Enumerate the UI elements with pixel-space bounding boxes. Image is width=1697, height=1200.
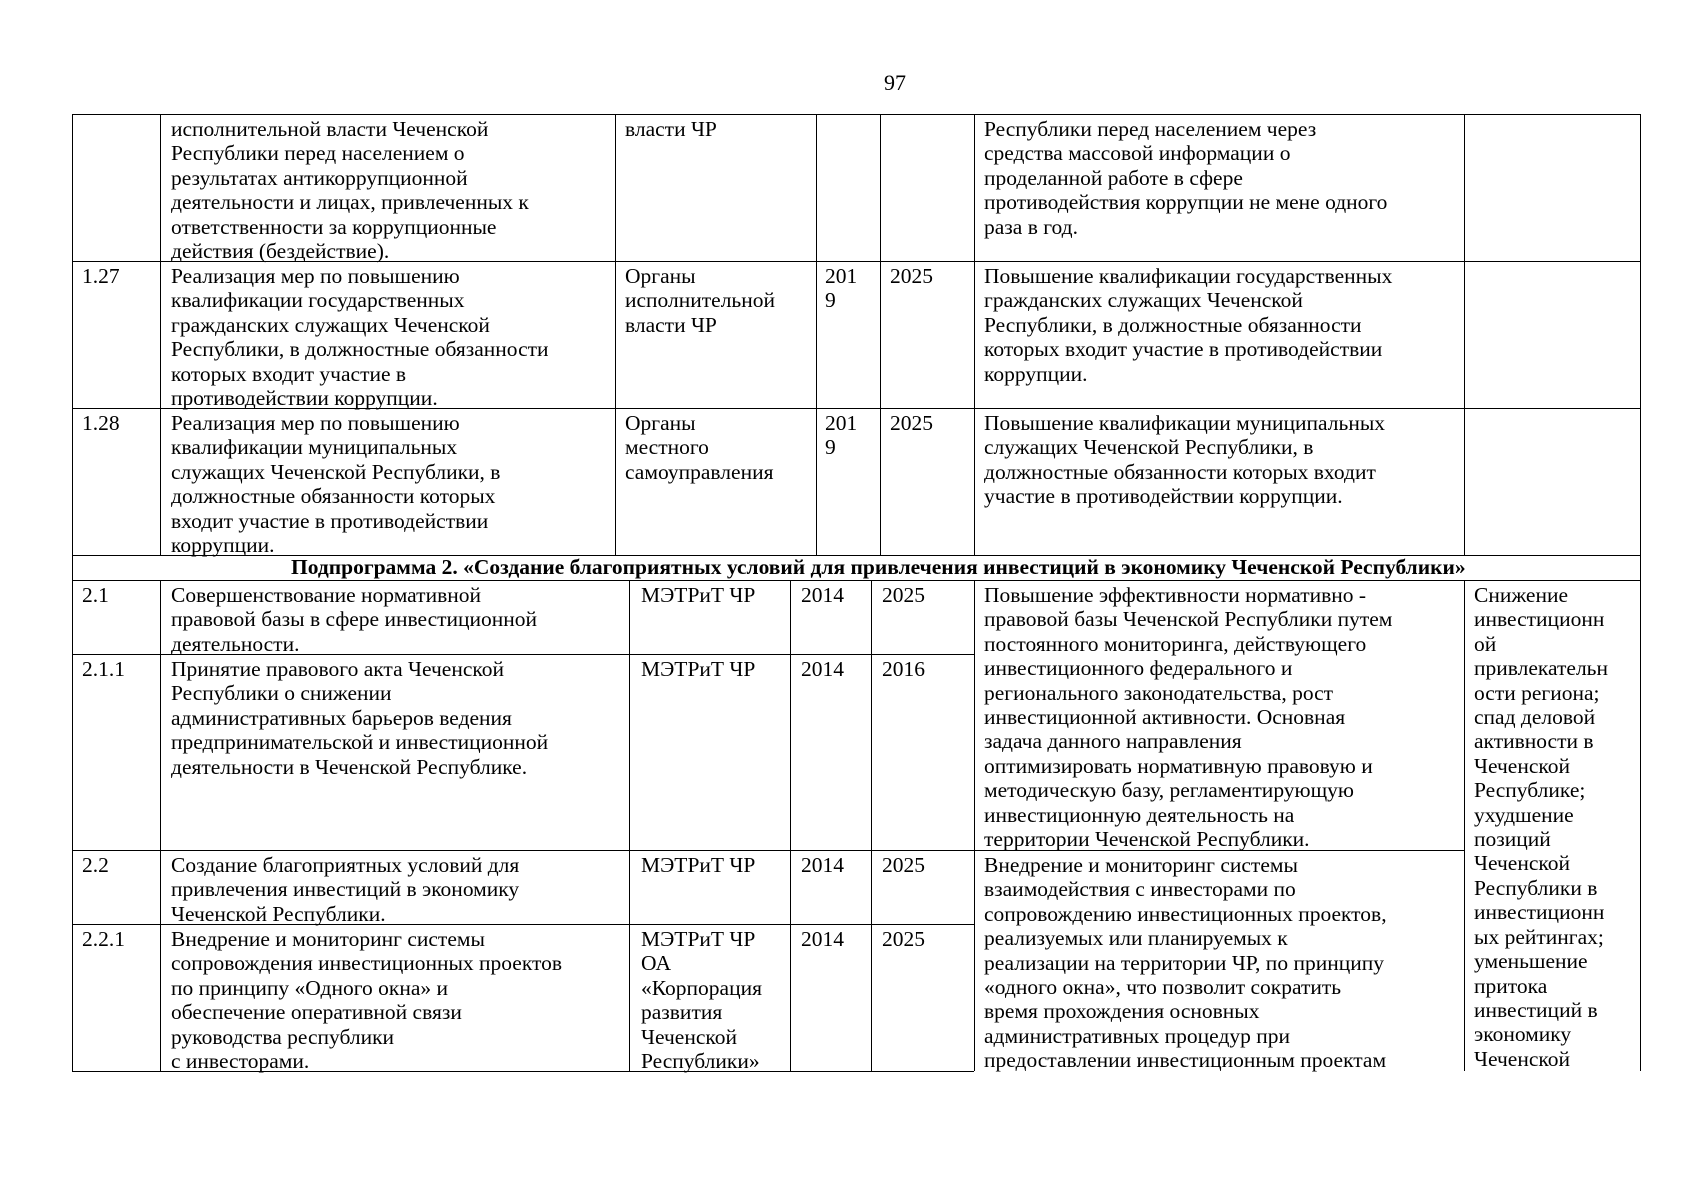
subprogram-title: Подпрограмма 2. «Создание благоприятных условий для привлечения инвестиций в экономику Чеченской Республики»	[291, 555, 1466, 579]
row-divider	[72, 580, 1641, 581]
table-cell-end-year: 2016	[882, 657, 925, 681]
column-divider	[1640, 580, 1641, 1071]
column-divider	[880, 114, 881, 555]
table-cell-measure: Совершенствование нормативной правовой базы в сфере инвестиционной деятельности.	[171, 583, 538, 656]
table-cell-executor: Органы исполнительной власти ЧР	[625, 264, 775, 337]
table-cell-start-year: 2014	[801, 927, 844, 951]
table-cell-end-year: 2025	[882, 927, 925, 951]
table-cell-result: Повышение квалификации муниципальных служащих Чеченской Республики, в должностные обязанности которых входит участие в противодействии коррупции.	[984, 411, 1386, 509]
table-top-border	[72, 114, 1641, 115]
table-cell-number: 2.1.1	[82, 657, 125, 681]
table-cell-number: 2.2.1	[82, 927, 125, 951]
table-cell-end-year: 2025	[882, 583, 925, 607]
column-divider	[871, 580, 872, 1071]
table-cell-number: 2.1	[82, 583, 109, 607]
table-cell-measure: Реализация мер по повышению квалификации государственных гражданских служащих Чеченской Республики, в должностные обязанности которых входит участие в противодействии коррупции.	[171, 264, 549, 411]
table-cell-executor: МЭТРиТ ЧР ОА «Корпорация развития Чеченской Республики»	[641, 927, 762, 1074]
column-divider	[790, 580, 791, 1071]
table-cell-start-year: 2014	[801, 657, 844, 681]
table-cell-result: Повышение квалификации государственных гражданских служащих Чеченской Республики, в должностные обязанности которых входит участие в противодействии коррупции.	[984, 264, 1393, 386]
table-cell-end-year: 2025	[890, 411, 933, 435]
table-cell-executor: Органы местного самоуправления	[625, 411, 774, 484]
table-cell-end-year: 2025	[882, 853, 925, 877]
table-cell-measure: исполнительной власти Чеченской Республики перед населением о результатах антикоррупционной деятельности и лицах, привлеченных к ответственности за коррупционные действия (бездействие).	[171, 117, 529, 264]
table-cell-number: 1.27	[82, 264, 120, 288]
page-number: 97	[884, 70, 906, 95]
table-cell-executor: МЭТРиТ ЧР	[641, 657, 756, 681]
table-cell-result: Повышение эффективности нормативно - правовой базы Чеченской Республики путем постоянного мониторинга, действующего инвестиционного федерального и регионального законодательства, рост инвестиционной активности. Основная задача данного направления оптимизировать нормативную правовую и методическую базу, регламентирующую инвестиционную деятельность на территории Чеченской Республики.	[984, 583, 1393, 852]
column-divider	[72, 114, 73, 1071]
table-cell-result: Внедрение и мониторинг системы взаимодействия с инвесторами по сопровождению инвестиционных проектов, реализуемых или планируемых к реализации на территории ЧР, по принципу «одного окна», что позволит сократить время прохождения основных административных процедур при предоставлении инвестиционным проектам	[984, 853, 1387, 1073]
column-divider	[1464, 580, 1465, 1071]
column-divider	[974, 114, 975, 555]
table-cell-start-year: 2014	[801, 853, 844, 877]
column-divider	[974, 580, 975, 1071]
table-cell-executor: власти ЧР	[625, 117, 717, 141]
column-divider	[160, 114, 161, 555]
table-cell-measure: Создание благоприятных условий для привлечения инвестиций в экономику Чеченской Республики.	[171, 853, 520, 926]
table-cell-executor: МЭТРиТ ЧР	[641, 583, 756, 607]
table-cell-executor: МЭТРиТ ЧР	[641, 853, 756, 877]
table-cell-result: Республики перед населением через средства массовой информации о проделанной работе в сфере противодействия коррупции не мене одного раза в год.	[984, 117, 1388, 239]
column-divider	[615, 114, 616, 555]
table-cell-consequences: Снижение инвестиционн ой привлекательн ости региона; спад деловой активности в Чеченской Республике; ухудшение позиций Чеченской Республики в инвестиционн ых рейтингах; уменьшение притока инвестиций в экономику Чеченской	[1474, 583, 1608, 1071]
table-cell-measure: Внедрение и мониторинг системы сопровождения инвестиционных проектов по принципу «Одного окна» и обеспечение оперативной связи руководства республики с инвесторами.	[171, 927, 563, 1074]
table-cell-number: 1.28	[82, 411, 120, 435]
column-divider	[816, 114, 817, 555]
table-cell-measure: Принятие правового акта Чеченской Республики о снижении административных барьеров ведения предпринимательской и инвестиционной деятельности в Чеченской Республике.	[171, 657, 549, 779]
table-cell-measure: Реализация мер по повышению квалификации муниципальных служащих Чеченской Республики, в должностные обязанности которых входит участие в противодействии коррупции.	[171, 411, 501, 558]
table-cell-start-year: 2014	[801, 583, 844, 607]
column-divider	[1640, 114, 1641, 580]
column-divider	[1464, 114, 1465, 555]
column-divider	[629, 580, 630, 1071]
table-cell-start-year: 201 9	[825, 264, 858, 313]
table-cell-start-year: 201 9	[825, 411, 858, 460]
table-cell-number: 2.2	[82, 853, 109, 877]
column-divider	[160, 580, 161, 1071]
table-cell-end-year: 2025	[890, 264, 933, 288]
